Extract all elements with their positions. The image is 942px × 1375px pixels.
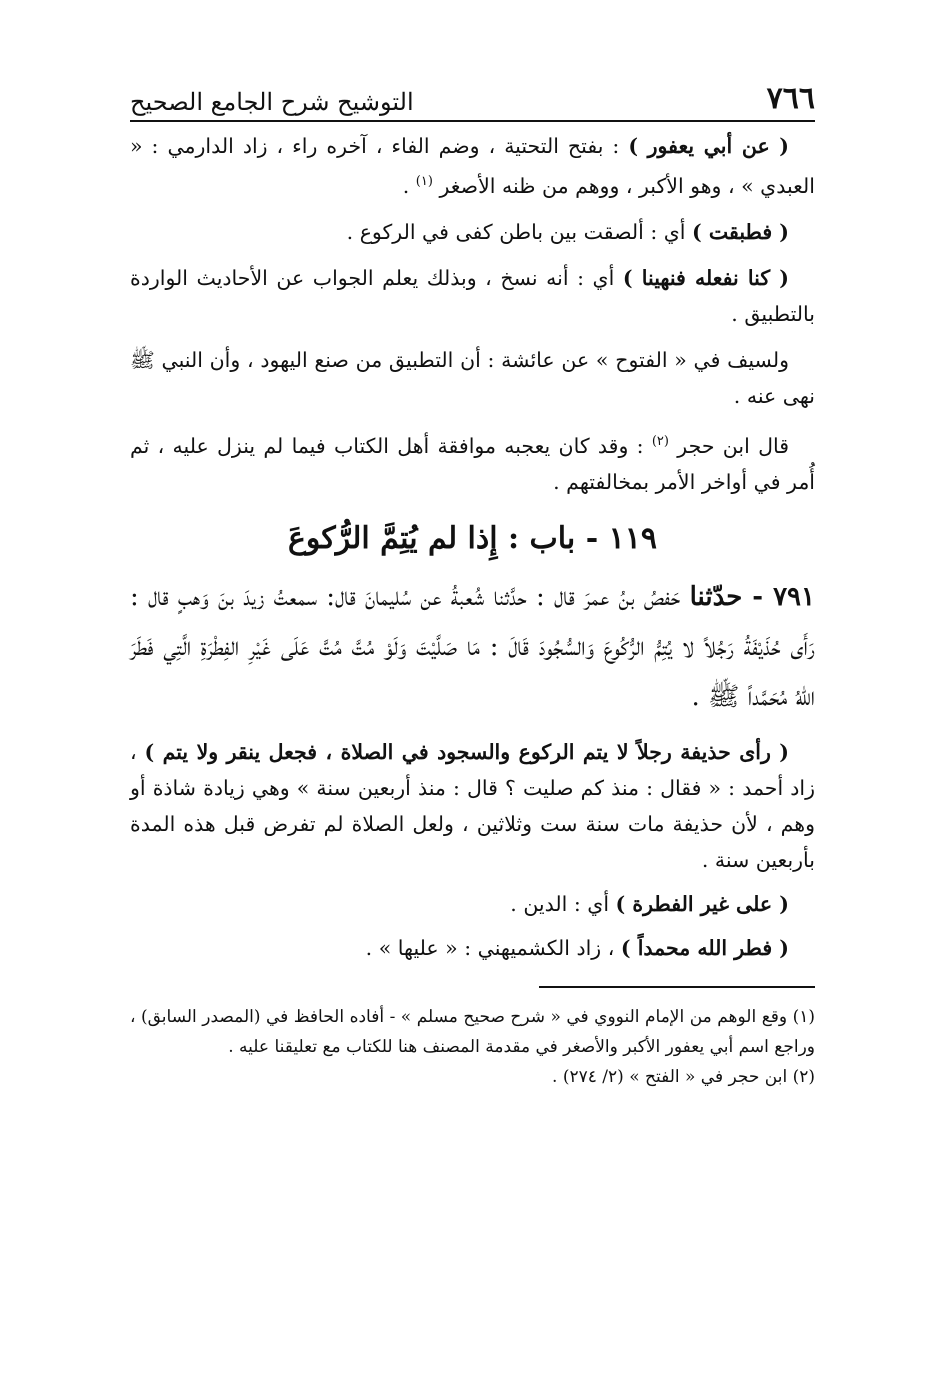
- paragraph-ibn-hajar: قال ابن حجر $^{(٢)}$ : وقد كان يعجبه موافقة أهل الكتاب فيما لم ينزل عليه ، ثم أُمر في أواخر الأمر بمخالفتهم .: [130, 433, 815, 494]
- quoted-phrase: ( فطر الله محمداً ): [620, 935, 789, 960]
- page-header: [130, 70, 815, 122]
- quoted-phrase: ( رأى حذيفة رجلاً لا يتم الركوع والسجود في الصلاة ، فجعل ينقر ولا يتم ): [144, 739, 789, 764]
- running-title: التوشيح شرح الجامع الصحيح: [130, 88, 414, 116]
- quoted-phrase: ( فطبقت ): [692, 219, 789, 244]
- quoted-phrase: ( على غير الفطرة ): [615, 891, 789, 916]
- commentary-paragraph: [130, 930, 815, 966]
- paragraph-text: أي : الدين .: [510, 891, 616, 916]
- footnote-ref-2[interactable]: (٢): [651, 433, 669, 449]
- chapter-heading: ١١٩ - باب : إِذا لم يُتِمَّ الرُّكوعَ: [288, 520, 657, 556]
- paragraph-text: أي : ألصقت بين باطن كفى في الركوع .: [346, 219, 693, 244]
- paragraph-text: أي : أنه نسخ ، وبذلك يعلم الجواب عن الأحاديث الواردة بالتطبيق .: [130, 265, 815, 326]
- quoted-phrase: ( عن أبي يعفور ): [628, 134, 789, 158]
- hadith-number: ٧٩١ - حدّثنا: [689, 581, 815, 612]
- book-page: [130, 70, 815, 1092]
- paragraph-sayf: ولسيف في « الفتوح » عن عائشة : أن التطبيق من صنع اليهود ، وأن النبي ﷺ نهى عنه .: [130, 347, 815, 408]
- paragraph-text: ، زاد الكشميهني : « عليها » .: [365, 935, 621, 960]
- hadith-text: [130, 572, 815, 722]
- paragraph-kunna-nafaluh: [130, 260, 815, 332]
- commentary-paragraph: [130, 734, 815, 878]
- paragraph-text: : بفتح التحتية ، وضم الفاء ، آخره راء ، زاد الدارمي : « العبدي » ، وهو الأكبر ، ووهم من ظنه الأصغر: [130, 134, 815, 198]
- hadith-body: حَفصُ بنُ عمرَ قال : حدَّثنا شُعبةُ عن سُليمانَ قال: سمعتُ زيدَ بنَ وَهبٍ قال : رَأَى حُذَيْفَةُ رَجُلاً لا يُتِمُّ الرُّكُوعَ وَالسُّجُودَ قَالَ : مَا صَلَّيْتَ وَلَوْ مُتَّ مُتَّ عَلَى غَيْرِ الفِطْرَةِ الَّتِي فَطَرَ اللهُ مُحَمَّداً ﷺ .: [130, 581, 815, 712]
- footnote-2: (٢) ابن حجر في « الفتح » (٢/ ٢٧٤) .: [552, 1066, 815, 1087]
- quoted-phrase: ( كنا نفعله فنهينا ): [622, 265, 790, 290]
- footnote-1: (١) وقع الوهم من الإمام النووي في « شرح صحيح مسلم » - أفاده الحافظ في (المصدر السابق) ، وراجع اسم أبي يعفور الأكبر والأصغر في مقدمة المصنف هنا للكتاب مع تعليقنا عليه .: [130, 1006, 815, 1057]
- paragraph-text: ، زاد أحمد : « فقال : منذ كم صليت ؟ قال : منذ أربعين سنة » وهي زيادة شاذة أو وهم ، لأن حذيفة مات سنة ست وثلاثين ، ولعل الصلاة لم تفرض قبل هذه المدة بأربعين سنة .: [130, 739, 815, 872]
- commentary: [130, 734, 815, 966]
- paragraph-tabbaqt: [130, 214, 815, 250]
- footnote-divider: [539, 986, 815, 988]
- footnote-ref-1[interactable]: (١): [415, 174, 433, 189]
- page-number: ٧٦٦: [766, 81, 815, 116]
- paragraph-abu-yafur: ( عن أبي يعفور ) : بفتح التحتية ، وضم الفاء ، آخره راء ، زاد الدارمي : « العبدي » ، وهو الأكبر ، ووهم من ظنه الأصغر $^{(١)}$ .: [130, 134, 815, 198]
- footnotes: [130, 1002, 815, 1092]
- commentary-paragraph: [130, 886, 815, 922]
